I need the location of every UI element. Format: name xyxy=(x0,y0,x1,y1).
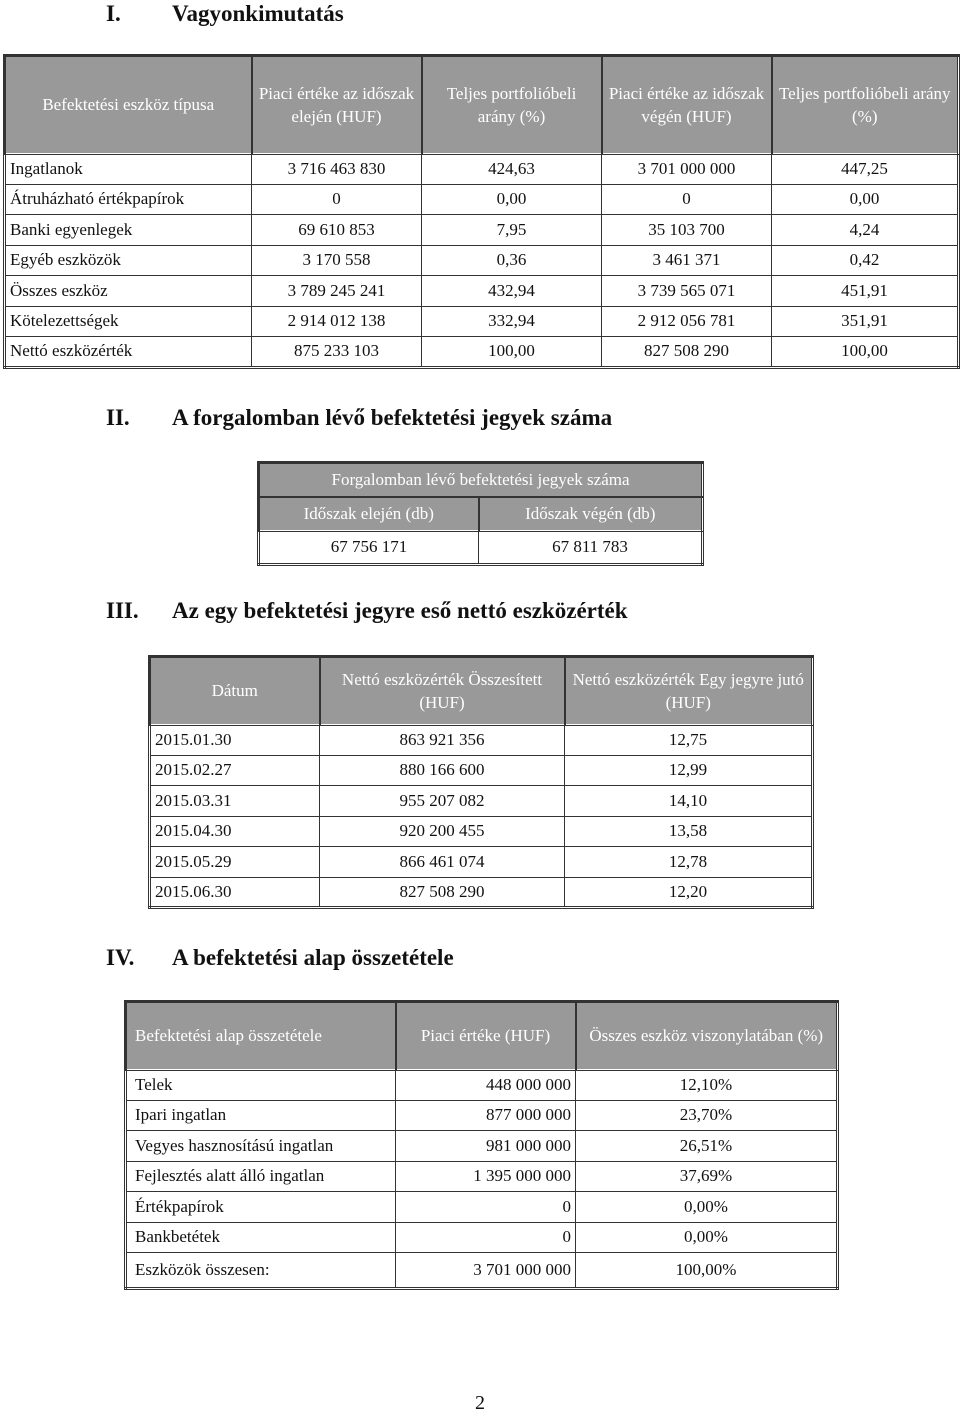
asset-value-cell: 432,94 xyxy=(422,276,602,307)
asset-value-cell: 827 508 290 xyxy=(602,337,772,368)
composition-value-cell: 37,69% xyxy=(576,1161,838,1192)
page-number: 2 xyxy=(475,1392,485,1414)
composition-item-cell: Eszközök összesen: xyxy=(126,1253,396,1289)
table-row xyxy=(150,755,813,786)
composition-header-row xyxy=(126,1002,838,1070)
nav-value-cell: 12,99 xyxy=(565,755,813,786)
nav-date-cell: 2015.03.31 xyxy=(150,786,320,817)
nav-col-header: Nettó eszközérték Összesített (HUF) xyxy=(320,657,565,725)
units-value-row xyxy=(259,531,703,565)
asset-value-cell: 447,25 xyxy=(772,154,959,185)
section1-number: I. xyxy=(106,1,121,26)
nav-value-cell: 863 921 356 xyxy=(320,725,565,756)
asset-type-cell: Banki egyenlegek xyxy=(5,215,252,246)
section2-title: A forgalomban lévő befektetési jegyek száma xyxy=(172,405,613,430)
nav-value-cell: 14,10 xyxy=(565,786,813,817)
table-row xyxy=(5,215,959,246)
nav-value-cell: 920 200 455 xyxy=(320,816,565,847)
asset-type-cell: Kötelezettségek xyxy=(5,306,252,337)
asset-value-cell: 2 914 012 138 xyxy=(252,306,422,337)
asset-value-cell: 35 103 700 xyxy=(602,215,772,246)
asset-value-cell: 332,94 xyxy=(422,306,602,337)
composition-col-header: Piaci értéke (HUF) xyxy=(396,1002,576,1070)
table-row xyxy=(5,154,959,185)
assets-col-header: Teljes portfolióbeli arány (%) xyxy=(772,56,959,154)
asset-type-cell: Egyéb eszközök xyxy=(5,245,252,276)
asset-value-cell: 0,00 xyxy=(772,184,959,215)
composition-value-cell: 100,00% xyxy=(576,1253,838,1289)
asset-value-cell: 3 701 000 000 xyxy=(602,154,772,185)
table-row xyxy=(126,1070,838,1101)
assets-col-header: Piaci értéke az időszak végén (HUF) xyxy=(602,56,772,154)
units-end-value: 67 811 783 xyxy=(479,531,703,565)
assets-col-header: Befektetési eszköz típusa xyxy=(5,56,252,154)
asset-value-cell: 2 912 056 781 xyxy=(602,306,772,337)
nav-date-cell: 2015.04.30 xyxy=(150,816,320,847)
composition-value-cell: 0 xyxy=(396,1222,576,1253)
asset-value-cell: 351,91 xyxy=(772,306,959,337)
composition-value-cell: 3 701 000 000 xyxy=(396,1253,576,1289)
table-row xyxy=(126,1100,838,1131)
asset-value-cell: 424,63 xyxy=(422,154,602,185)
asset-value-cell: 3 716 463 830 xyxy=(252,154,422,185)
asset-value-cell: 69 610 853 xyxy=(252,215,422,246)
table-row xyxy=(150,786,813,817)
composition-value-cell: 23,70% xyxy=(576,1100,838,1131)
composition-item-cell: Ipari ingatlan xyxy=(126,1100,396,1131)
table-row xyxy=(150,816,813,847)
nav-date-cell: 2015.05.29 xyxy=(150,847,320,878)
asset-value-cell: 875 233 103 xyxy=(252,337,422,368)
asset-type-cell: Nettó eszközérték xyxy=(5,337,252,368)
table-row xyxy=(126,1192,838,1223)
asset-type-cell: Ingatlanok xyxy=(5,154,252,185)
table-row xyxy=(5,276,959,307)
nav-col-header: Nettó eszközérték Egy jegyre jutó (HUF) xyxy=(565,657,813,725)
composition-item-cell: Fejlesztés alatt álló ingatlan xyxy=(126,1161,396,1192)
nav-date-cell: 2015.02.27 xyxy=(150,755,320,786)
composition-col-header: Összes eszköz viszonylatában (%) xyxy=(576,1002,838,1070)
section3-number: III. xyxy=(106,598,139,623)
units-start-header: Időszak elején (db) xyxy=(259,497,479,531)
nav-date-cell: 2015.06.30 xyxy=(150,877,320,908)
asset-value-cell: 0,00 xyxy=(422,184,602,215)
asset-value-cell: 100,00 xyxy=(772,337,959,368)
table-row xyxy=(126,1131,838,1162)
composition-item-cell: Értékpapírok xyxy=(126,1192,396,1223)
composition-total-row xyxy=(126,1253,838,1289)
nav-per-unit-table xyxy=(148,655,814,909)
section1-heading xyxy=(106,0,344,28)
table-row xyxy=(126,1222,838,1253)
composition-item-cell: Bankbetétek xyxy=(126,1222,396,1253)
composition-value-cell: 448 000 000 xyxy=(396,1070,576,1101)
nav-value-cell: 12,20 xyxy=(565,877,813,908)
nav-value-cell: 827 508 290 xyxy=(320,877,565,908)
asset-value-cell: 3 170 558 xyxy=(252,245,422,276)
composition-value-cell: 12,10% xyxy=(576,1070,838,1101)
nav-value-cell: 13,58 xyxy=(565,816,813,847)
asset-value-cell: 451,91 xyxy=(772,276,959,307)
assets-col-header: Piaci értéke az időszak elején (HUF) xyxy=(252,56,422,154)
table-row xyxy=(150,725,813,756)
asset-value-cell: 4,24 xyxy=(772,215,959,246)
table-row xyxy=(5,306,959,337)
asset-type-cell: Átruházható értékpapírok xyxy=(5,184,252,215)
asset-value-cell: 0 xyxy=(602,184,772,215)
composition-value-cell: 981 000 000 xyxy=(396,1131,576,1162)
table-row xyxy=(5,337,959,368)
nav-header-row xyxy=(150,657,813,725)
assets-header-row xyxy=(5,56,959,154)
asset-value-cell: 0,36 xyxy=(422,245,602,276)
section3-heading xyxy=(106,597,628,625)
table-row xyxy=(150,847,813,878)
composition-value-cell: 877 000 000 xyxy=(396,1100,576,1131)
composition-col-header: Befektetési alap összetétele xyxy=(126,1002,396,1070)
nav-value-cell: 12,75 xyxy=(565,725,813,756)
asset-value-cell: 3 739 565 071 xyxy=(602,276,772,307)
asset-value-cell: 7,95 xyxy=(422,215,602,246)
units-end-header: Időszak végén (db) xyxy=(479,497,703,531)
section4-title: A befektetési alap összetétele xyxy=(172,945,454,970)
section2-heading xyxy=(106,404,612,432)
nav-value-cell: 866 461 074 xyxy=(320,847,565,878)
asset-value-cell: 0 xyxy=(252,184,422,215)
nav-col-header: Dátum xyxy=(150,657,320,725)
table-row xyxy=(150,877,813,908)
units-header-row xyxy=(259,463,703,497)
section2-number: II. xyxy=(106,405,130,430)
composition-item-cell: Telek xyxy=(126,1070,396,1101)
composition-value-cell: 0 xyxy=(396,1192,576,1223)
table-row xyxy=(5,184,959,215)
composition-value-cell: 0,00% xyxy=(576,1192,838,1223)
composition-value-cell: 1 395 000 000 xyxy=(396,1161,576,1192)
nav-value-cell: 880 166 600 xyxy=(320,755,565,786)
composition-table xyxy=(124,1000,839,1290)
units-subheader-row xyxy=(259,497,703,531)
asset-value-cell: 3 789 245 241 xyxy=(252,276,422,307)
units-start-value: 67 756 171 xyxy=(259,531,479,565)
section3-title: Az egy befektetési jegyre eső nettó eszközérték xyxy=(172,598,628,623)
section4-heading xyxy=(106,944,454,972)
composition-value-cell: 0,00% xyxy=(576,1222,838,1253)
assets-table xyxy=(3,54,960,369)
section4-number: IV. xyxy=(106,945,135,970)
composition-value-cell: 26,51% xyxy=(576,1131,838,1162)
assets-col-header: Teljes portfolióbeli arány (%) xyxy=(422,56,602,154)
section1-title: Vagyonkimutatás xyxy=(172,1,344,26)
asset-type-cell: Összes eszköz xyxy=(5,276,252,307)
table-row xyxy=(126,1161,838,1192)
asset-value-cell: 0,42 xyxy=(772,245,959,276)
nav-value-cell: 12,78 xyxy=(565,847,813,878)
nav-value-cell: 955 207 082 xyxy=(320,786,565,817)
nav-date-cell: 2015.01.30 xyxy=(150,725,320,756)
units-main-header: Forgalomban lévő befektetési jegyek száma xyxy=(259,463,703,497)
units-table xyxy=(257,461,704,566)
asset-value-cell: 100,00 xyxy=(422,337,602,368)
asset-value-cell: 3 461 371 xyxy=(602,245,772,276)
table-row xyxy=(5,245,959,276)
composition-item-cell: Vegyes hasznosítású ingatlan xyxy=(126,1131,396,1162)
